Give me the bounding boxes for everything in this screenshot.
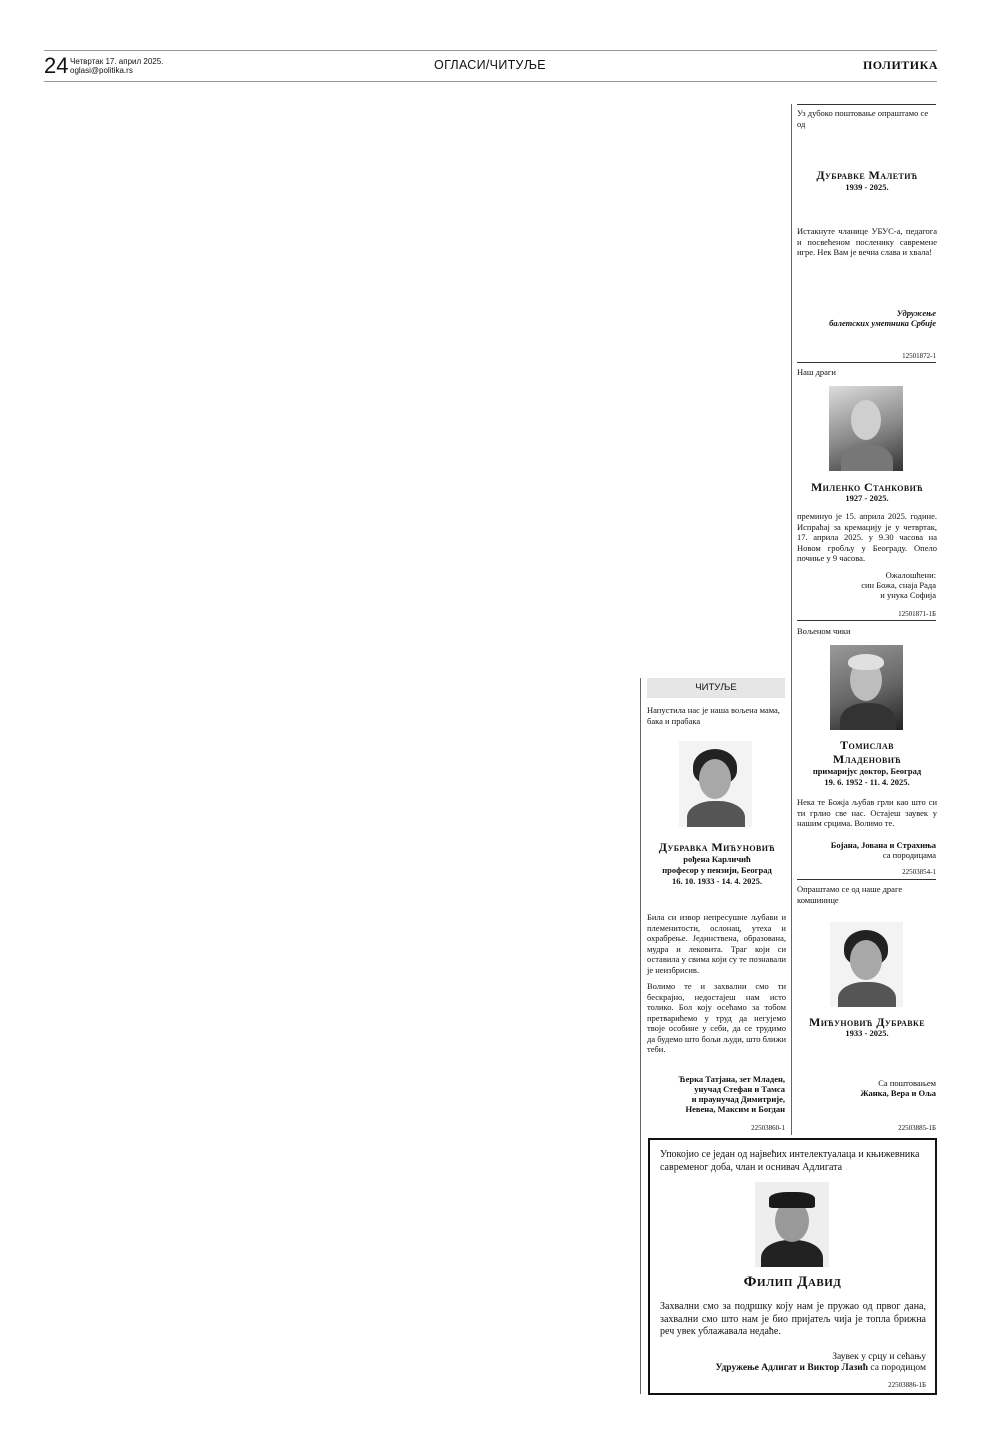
signature-line: Удружење bbox=[896, 308, 936, 318]
photo-body bbox=[838, 982, 896, 1007]
photo-body bbox=[840, 703, 896, 730]
ad-code: 22503860-1 bbox=[751, 1124, 785, 1132]
header-top-rule bbox=[44, 50, 937, 51]
photo-head bbox=[699, 759, 731, 799]
deceased-name: Филип Давид bbox=[743, 1274, 842, 1290]
rule bbox=[797, 104, 936, 105]
photo-body bbox=[761, 1240, 823, 1267]
deceased-dates: 19. 6. 1952 - 11. 4. 2025. bbox=[824, 777, 910, 787]
notice-intro: Наш драги bbox=[797, 367, 836, 377]
signature-line: Са поштовањем bbox=[878, 1078, 936, 1088]
deceased-years: 1939 - 2025. bbox=[845, 182, 889, 192]
ad-code: 22503885-1Б bbox=[898, 1124, 936, 1132]
deceased-dates: 16. 10. 1933 - 14. 4. 2025. bbox=[672, 876, 762, 886]
notice-text: Истакнутe чланице УБУС-а, педагога и посвећеном посленику савремене игре. Нек Вам је вечна слава и хвала! bbox=[797, 226, 937, 257]
notice-david bbox=[648, 1138, 937, 1395]
section-label-obituaries: ЧИТУЉЕ bbox=[647, 678, 785, 698]
notice-intro: Вољеном чики bbox=[797, 626, 851, 636]
photo-head bbox=[850, 940, 882, 980]
notice-intro: Упокојио се један од највећих интелектуалаца и књижевника савременог доба, члан и оснивач Адлигата bbox=[660, 1149, 920, 1173]
photo-cap bbox=[769, 1192, 815, 1208]
signature-line: син Божа, снаја Рада bbox=[861, 580, 936, 590]
notice-text: Била си извор непресушне љубави и племенитости, ослонац, утеха и охрабрење. Јединствена, образована, мудра и лековита. Траг који си оставила у свима који су те познавали је неизбрисив. bbox=[647, 912, 786, 975]
header-email: oglasi@politika.rs bbox=[70, 66, 133, 75]
header-bottom-rule bbox=[44, 81, 937, 82]
rule bbox=[797, 620, 936, 621]
portrait-photo bbox=[755, 1182, 829, 1267]
deceased-years: 1933 - 2025. bbox=[845, 1028, 889, 1038]
deceased-maiden-name: рођена Карличић bbox=[683, 854, 751, 864]
signature-rest: са породицом bbox=[868, 1363, 926, 1373]
deceased-name: Миленко Станковић bbox=[810, 480, 924, 494]
rule bbox=[797, 362, 936, 363]
signature-line: са породицама bbox=[882, 850, 936, 860]
ad-code: 22503886-1Б bbox=[888, 1381, 926, 1389]
signature-line: Ћерка Татјана, зет Младен, bbox=[678, 1074, 785, 1084]
deceased-title: професор у пензији, Београд bbox=[662, 865, 772, 875]
signature-line: балетских уметника Србије bbox=[829, 318, 936, 328]
ad-code: 22503854-1 bbox=[902, 868, 936, 876]
signature-line: унучад Стефан и Тамса bbox=[694, 1084, 785, 1094]
deceased-name-last: Младеновић bbox=[832, 752, 902, 766]
signature-bold: Удружење Адлигат и Виктор Лазић bbox=[715, 1363, 869, 1373]
photo-body bbox=[687, 801, 745, 827]
portrait-photo bbox=[829, 386, 903, 471]
page-number: 24 bbox=[44, 53, 69, 78]
portrait-photo bbox=[679, 741, 752, 827]
notice-intro: Напустила нас је наша вољена мама, бака и прабака bbox=[647, 705, 780, 726]
signature-line: Бојана, Јована и Страхиња bbox=[830, 840, 936, 850]
notice-text: преминуо је 15. априла 2025. године. Испраћај за кремацију је у четвртак, 17. априла 2025. у 9.30 часова на Новом гробљу у Београду. Опело почиње у 9 часова. bbox=[797, 511, 937, 563]
notice-text: Волимо те и захвални смо ти бескрајно, недостајеш нам исто толико. Бол коју осећамо за тобом претварићемо у труд да негујемо твоје особине у себи, да се трудимо да будемо што бољи људи, што ближи теби. bbox=[647, 981, 786, 1054]
section-title: ОГЛАСИ/ЧИТУЉЕ bbox=[434, 58, 546, 72]
ad-code: 12501871-1Б bbox=[898, 610, 936, 618]
portrait-photo bbox=[830, 645, 903, 730]
ad-code: 12501872-1 bbox=[902, 352, 936, 360]
deceased-years: 1927 - 2025. bbox=[845, 493, 889, 503]
deceased-title: примаријус доктор, Београд bbox=[812, 766, 922, 776]
column-divider-left bbox=[640, 678, 641, 1394]
photo-hair bbox=[848, 654, 884, 670]
rule bbox=[797, 879, 936, 880]
signature-line: и праунучад Димитрије, bbox=[691, 1094, 785, 1104]
deceased-name: Дубравке Малетић bbox=[816, 168, 918, 182]
newspaper-logo: ПОЛИТИКА bbox=[862, 58, 938, 72]
deceased-name-first: Томислав bbox=[840, 738, 894, 752]
signature-line: Жанка, Вера и Оља bbox=[860, 1088, 936, 1098]
column-divider-right bbox=[791, 104, 792, 1135]
signature-title: Ожалошћени: bbox=[885, 570, 936, 580]
notice-intro: Уз дубоко поштовање опраштамо се од bbox=[797, 108, 929, 129]
deceased-name: Мићуновић Дубравке bbox=[809, 1015, 925, 1029]
deceased-name: Дубравка Мићуновић bbox=[658, 840, 776, 854]
photo-head bbox=[851, 400, 881, 440]
portrait-photo bbox=[830, 922, 903, 1007]
signature-line bbox=[660, 1363, 926, 1373]
notice-text: Нека те Божја љубав грли као што си ти грлио све нас. Остајеш заувек у нашим срцима. Волимо те. bbox=[797, 797, 937, 828]
signature-line: и унука Софија bbox=[880, 590, 936, 600]
notice-intro: Опраштамо се од наше драге комшинице bbox=[797, 884, 903, 905]
header-date: Четвртак 17. април 2025. bbox=[70, 57, 164, 66]
signature-line: Заувек у срцу и сећању bbox=[832, 1352, 926, 1362]
signature-line: Невена, Максим и Богдан bbox=[685, 1104, 785, 1114]
notice-text: Захвални смо за подршку коју нам је пружао од првог дана, захвални смо што нам је био пријатељ чија је топла брижна реч увек ублажавала недаће. bbox=[660, 1301, 926, 1337]
photo-body bbox=[841, 444, 893, 471]
